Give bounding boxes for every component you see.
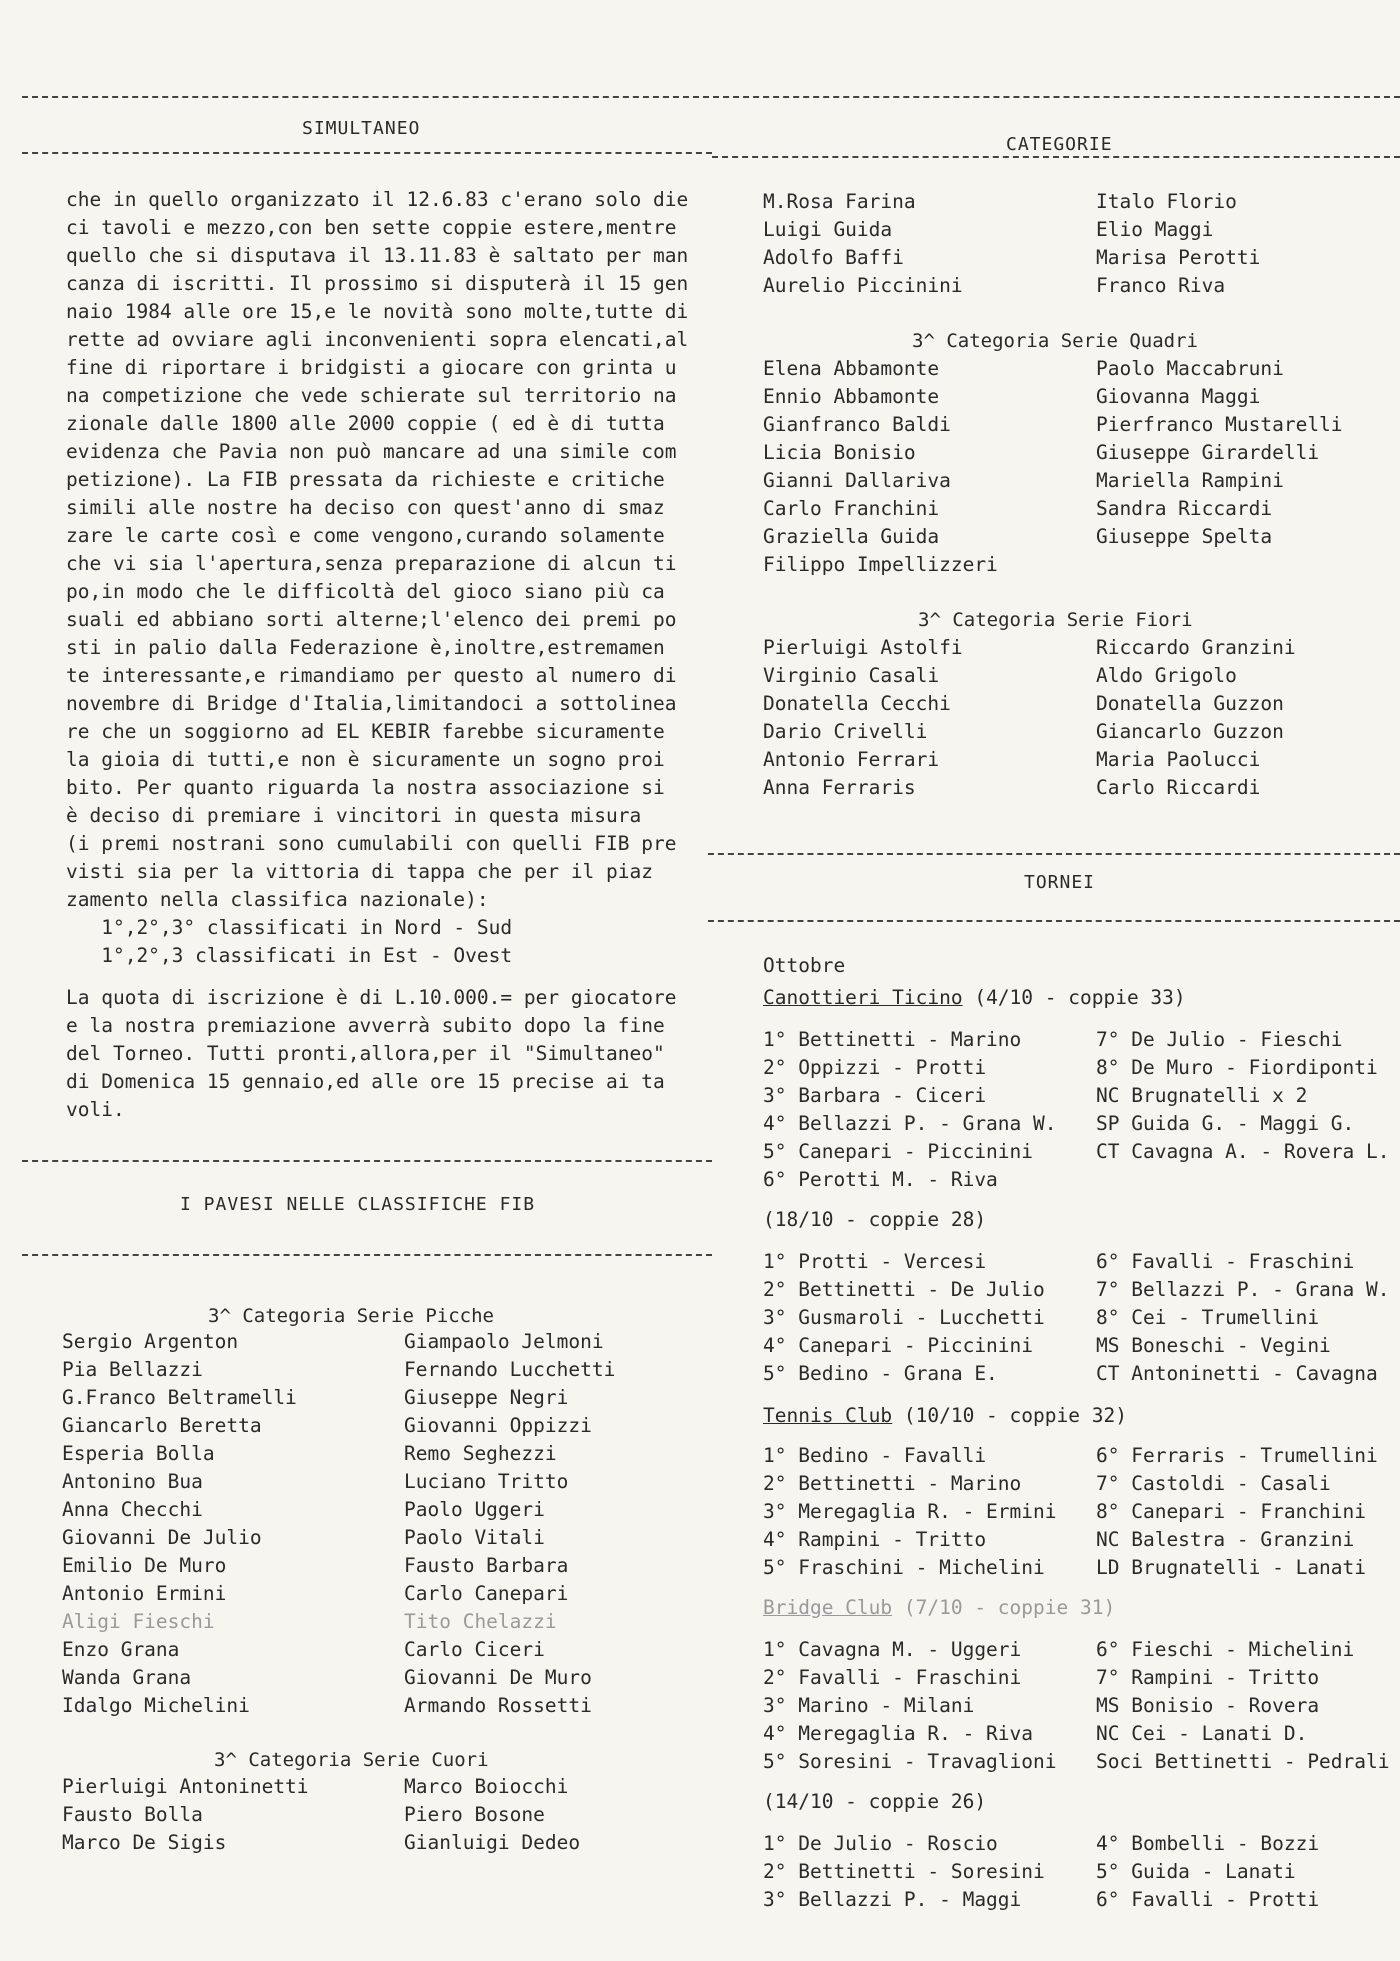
roster-left-entry: 5° Fraschini - Michelini (763, 1556, 1045, 1579)
roster-row (62, 1580, 682, 1608)
roster-left-entry: Sergio Argenton (62, 1330, 239, 1353)
roster-right-entry: Giovanni Oppizzi (404, 1414, 592, 1437)
roster-row (763, 1720, 1393, 1748)
roster-right-entry: Giuseppe Girardelli (1096, 441, 1320, 464)
text-line: la gioia di tutti,e non è sicuramente un sogno proi (66, 748, 665, 771)
roster-row (763, 718, 1383, 746)
simultaneo-paragraph (66, 186, 688, 970)
roster-right-entry: CT Antoninetti - Cavagna (1096, 1362, 1378, 1385)
roster-row (763, 1498, 1393, 1526)
fiori-roster (763, 634, 1383, 802)
roster-row (62, 1524, 682, 1552)
roster-right-entry: Giovanna Maggi (1096, 385, 1261, 408)
right-categorie-rule (712, 156, 1400, 158)
roster-row (763, 746, 1383, 774)
roster-right-entry: Tito Chelazzi (404, 1610, 557, 1633)
roster-row (763, 551, 1383, 579)
text-line: zionale dalle 1800 alle 2000 coppie ( ed è di tutta (66, 412, 665, 435)
roster-row (763, 690, 1383, 718)
roster-right-entry: Sandra Riccardi (1096, 497, 1273, 520)
roster-right-entry: 6° Favalli - Fraschini (1096, 1250, 1355, 1273)
roster-left-entry: 3° Gusmaroli - Lucchetti (763, 1306, 1045, 1329)
text-line: naio 1984 alle ore 15,e le novità sono molte,tutte di (66, 300, 689, 323)
simultaneo-heading: SIMULTANEO (302, 118, 421, 139)
roster-right-entry: 7° Rampini - Tritto (1096, 1666, 1320, 1689)
roster-row (62, 1552, 682, 1580)
roster-left-entry: 1° Bedino - Favalli (763, 1444, 987, 1467)
roster-left-entry: 4° Bellazzi P. - Grana W. (763, 1112, 1057, 1135)
text-line: zamento nella classifica nazionale): (66, 888, 489, 911)
tennis-info: (10/10 - coppie 32) (892, 1404, 1127, 1427)
roster-row (763, 1442, 1393, 1470)
roster-left-entry: Adolfo Baffi (763, 246, 904, 269)
text-line: canza di iscritti. Il prossimo si disputerà il 15 gen (66, 272, 689, 295)
text-line: po,in modo che le difficoltà del gioco siano più ca (66, 580, 665, 603)
roster-right-entry: Paolo Uggeri (404, 1498, 545, 1521)
canottieri-header (763, 986, 1186, 1009)
roster-right-entry: 4° Bombelli - Bozzi (1096, 1832, 1320, 1855)
roster-left-entry: Giovanni De Julio (62, 1526, 262, 1549)
roster-left-entry: Enzo Grana (62, 1638, 180, 1661)
roster-row (62, 1829, 682, 1857)
tennis-header (763, 1404, 1127, 1427)
roster-row (62, 1384, 682, 1412)
tennis-name: Tennis Club (763, 1404, 893, 1427)
roster-row (763, 1664, 1393, 1692)
roster-left-entry: 4° Canepari - Piccinini (763, 1334, 1034, 1357)
roster-row (763, 216, 1383, 244)
roster-right-entry: Giuseppe Spelta (1096, 525, 1273, 548)
roster-row (763, 1110, 1393, 1138)
roster-right-entry: Soci Bettinetti - Pedrali (1096, 1750, 1390, 1773)
text-line: ci tavoli e mezzo,con ben sette coppie estere,mentre (66, 216, 677, 239)
roster-row (62, 1468, 682, 1496)
roster-right-entry: SP Guida G. - Maggi G. (1096, 1112, 1355, 1135)
roster-right-entry: Carlo Canepari (404, 1582, 569, 1605)
roster-right-entry: MS Boneschi - Vegini (1096, 1334, 1331, 1357)
roster-row (62, 1636, 682, 1664)
text-line: quello che si disputava il 13.11.83 è saltato per man (66, 244, 689, 267)
roster-row (763, 1830, 1393, 1858)
roster-right-entry: Gianluigi Dedeo (404, 1831, 581, 1854)
roster-left-entry: Donatella Cecchi (763, 692, 951, 715)
roster-right-entry: 8° Canepari - Franchini (1096, 1500, 1367, 1523)
roster-left-entry: 3° Marino - Milani (763, 1694, 975, 1717)
roster-left-entry: Licia Bonisio (763, 441, 916, 464)
roster-right-entry: Fernando Lucchetti (404, 1358, 616, 1381)
roster-left-entry: Anna Ferraris (763, 776, 916, 799)
roster-row (763, 495, 1383, 523)
roster-right-entry: Franco Riva (1096, 274, 1226, 297)
roster-right-entry: Carlo Ciceri (404, 1638, 545, 1661)
roster-left-entry: 3° Bellazzi P. - Maggi (763, 1888, 1022, 1911)
roster-right-entry: Riccardo Granzini (1096, 636, 1296, 659)
roster-row (763, 774, 1383, 802)
roster-row (763, 188, 1383, 216)
simultaneo-paragraph-end (66, 984, 688, 1124)
left-pavesi-bottom-rule (22, 1254, 712, 1256)
roster-right-entry: 8° De Muro - Fiordiponti (1096, 1056, 1378, 1079)
roster-left-entry: Pia Bellazzi (62, 1358, 203, 1381)
text-line: bito. Per quanto riguarda la nostra associazione si (66, 776, 665, 799)
text-line: na competizione che vede schierate sul territorio na (66, 384, 677, 407)
roster-right-entry: Luciano Tritto (404, 1470, 569, 1493)
bridge-name: Bridge Club (763, 1596, 893, 1619)
roster-left-entry: Carlo Franchini (763, 497, 940, 520)
roster-right-entry: NC Cei - Lanati D. (1096, 1722, 1308, 1745)
roster-right-entry: Pierfranco Mustarelli (1096, 413, 1343, 436)
fiori-heading: 3^ Categoria Serie Fiori (918, 609, 1193, 631)
roster-row (763, 1138, 1393, 1166)
roster-left-entry: Virginio Casali (763, 664, 940, 687)
roster-row (763, 1858, 1393, 1886)
roster-row (763, 244, 1383, 272)
cuori-roster (62, 1773, 682, 1857)
roster-left-entry: Graziella Guida (763, 525, 940, 548)
roster-right-entry: Aldo Grigolo (1096, 664, 1237, 687)
roster-left-entry: 5° Bedino - Grana E. (763, 1362, 998, 1385)
roster-row (62, 1664, 682, 1692)
text-line: (i premi nostrani sono cumulabili con quelli FIB pre (66, 832, 677, 855)
roster-left-entry: 1° Protti - Vercesi (763, 1250, 987, 1273)
roster-right-entry: 5° Guida - Lanati (1096, 1860, 1296, 1883)
roster-row (763, 1332, 1393, 1360)
roster-row (62, 1356, 682, 1384)
roster-right-entry: Armando Rossetti (404, 1694, 592, 1717)
roster-row (763, 634, 1383, 662)
roster-row (62, 1608, 682, 1636)
roster-row (763, 662, 1383, 690)
roster-right-entry: Carlo Riccardi (1096, 776, 1261, 799)
roster-row (763, 1692, 1393, 1720)
text-line: sti in palio dalla Federazione è,inoltre,estremamen (66, 636, 665, 659)
roster-left-entry: 2° Favalli - Fraschini (763, 1666, 1022, 1689)
text-line: evidenza che Pavia non può mancare ad una simile com (66, 440, 677, 463)
text-line: e la nostra premiazione avverrà subito dopo la fine (66, 1014, 665, 1037)
bridge-info: (7/10 - coppie 31) (892, 1596, 1116, 1619)
roster-row (763, 523, 1383, 551)
roster-left-entry: Emilio De Muro (62, 1554, 227, 1577)
roster-right-entry: Marco Boiocchi (404, 1775, 569, 1798)
roster-right-entry: 6° Ferraris - Trumellini (1096, 1444, 1378, 1467)
roster-right-entry: 7° Castoldi - Casali (1096, 1472, 1331, 1495)
text-line: petizione). La FIB pressata da richieste e critiche (66, 468, 665, 491)
roster-left-entry: Esperia Bolla (62, 1442, 215, 1465)
right-tornei-bottom-rule (708, 920, 1400, 922)
cuori-heading: 3^ Categoria Serie Cuori (214, 1749, 489, 1771)
roster-left-entry: 5° Canepari - Piccinini (763, 1140, 1034, 1163)
roster-left-entry: Aurelio Piccinini (763, 274, 963, 297)
text-line: re che un soggiorno ad EL KEBIR farebbe sicuramente (66, 720, 665, 743)
canottieri-name: Canottieri Ticino (763, 986, 963, 1009)
roster-row (763, 1304, 1393, 1332)
canottieri-second-results (763, 1248, 1393, 1388)
roster-left-entry: 2° Oppizzi - Protti (763, 1056, 987, 1079)
roster-right-entry: Paolo Maccabruni (1096, 357, 1284, 380)
roster-row (763, 1636, 1393, 1664)
roster-row (763, 1526, 1393, 1554)
roster-right-entry: Giancarlo Guzzon (1096, 720, 1284, 743)
roster-left-entry: Luigi Guida (763, 218, 893, 241)
text-line: La quota di iscrizione è di L.10.000.= per giocatore (66, 986, 677, 1009)
right-tornei-top-rule (708, 853, 1400, 855)
roster-left-entry: Filippo Impellizzeri (763, 553, 998, 576)
text-line: suali ed abbiano sorti alterne;l'elenco dei premi po (66, 608, 677, 631)
text-line: che in quello organizzato il 12.6.83 c'erano solo die (66, 188, 689, 211)
roster-right-entry: Piero Bosone (404, 1803, 545, 1826)
roster-right-entry: Paolo Vitali (404, 1526, 545, 1549)
roster-row (763, 1082, 1393, 1110)
roster-left-entry: Pierluigi Astolfi (763, 636, 963, 659)
tennis-results (763, 1442, 1393, 1582)
roster-left-entry: 2° Bettinetti - Marino (763, 1472, 1022, 1495)
roster-right-entry: 8° Cei - Trumellini (1096, 1306, 1320, 1329)
left-pavesi-top-rule (22, 1160, 712, 1162)
roster-left-entry: Fausto Bolla (62, 1803, 203, 1826)
roster-left-entry: Marco De Sigis (62, 1831, 227, 1854)
roster-right-entry: Remo Seghezzi (404, 1442, 557, 1465)
roster-left-entry: 5° Soresini - Travaglioni (763, 1750, 1057, 1773)
roster-right-entry: Mariella Rampini (1096, 469, 1284, 492)
roster-row (763, 272, 1383, 300)
bridge-results (763, 1636, 1393, 1776)
roster-row (763, 1748, 1393, 1776)
quadri-heading: 3^ Categoria Serie Quadri (912, 330, 1198, 352)
canottieri-second-header: (18/10 - coppie 28) (763, 1208, 987, 1231)
roster-left-entry: Ennio Abbamonte (763, 385, 940, 408)
roster-row (62, 1801, 682, 1829)
roster-right-entry: MS Bonisio - Rovera (1096, 1694, 1320, 1717)
text-line: del Torneo. Tutti pronti,allora,per il "Simultaneo" (66, 1042, 665, 1065)
roster-left-entry: 1° Bettinetti - Marino (763, 1028, 1022, 1051)
roster-right-entry: Elio Maggi (1096, 218, 1214, 241)
categorie-roster (763, 188, 1383, 300)
roster-right-entry: Giuseppe Negri (404, 1386, 569, 1409)
roster-row (763, 1886, 1393, 1914)
left-simultaneo-rule (22, 152, 712, 154)
categorie-heading: CATEGORIE (1006, 134, 1113, 155)
text-line: 1°,2°,3° classificati in Nord - Sud (66, 916, 513, 939)
bridge-second-header: (14/10 - coppie 26) (763, 1790, 987, 1813)
roster-left-entry: 2° Bettinetti - Soresini (763, 1860, 1045, 1883)
roster-row (763, 1360, 1393, 1388)
bridge-second-results (763, 1830, 1393, 1914)
roster-row (763, 1166, 1393, 1194)
roster-right-entry: 7° De Julio - Fieschi (1096, 1028, 1343, 1051)
text-line: di Domenica 15 gennaio,ed alle ore 15 precise ai ta (66, 1070, 665, 1093)
roster-left-entry: Anna Checchi (62, 1498, 203, 1521)
roster-row (763, 1470, 1393, 1498)
roster-row (763, 1554, 1393, 1582)
roster-right-entry: Giovanni De Muro (404, 1666, 592, 1689)
roster-left-entry: Elena Abbamonte (763, 357, 940, 380)
roster-row (62, 1328, 682, 1356)
canottieri-info: (4/10 - coppie 33) (962, 986, 1186, 1009)
tornei-heading: TORNEI (1024, 872, 1096, 893)
text-line: simili alle nostre ha deciso con quest'anno di smaz (66, 496, 665, 519)
roster-row (763, 439, 1383, 467)
text-line: te interessante,e rimandiamo per questo al numero di (66, 664, 677, 687)
roster-row (62, 1692, 682, 1720)
picche-heading: 3^ Categoria Serie Picche (208, 1305, 494, 1327)
text-line: fine di riportare i bridgisti a giocare con grinta u (66, 356, 677, 379)
canottieri-results (763, 1026, 1393, 1194)
roster-left-entry: Gianni Dallariva (763, 469, 951, 492)
roster-right-entry: 7° Bellazzi P. - Grana W. (1096, 1278, 1390, 1301)
roster-right-entry: NC Brugnatelli x 2 (1096, 1084, 1308, 1107)
roster-left-entry: Dario Crivelli (763, 720, 928, 743)
text-line: zare le carte così e come vengono,curando solamente (66, 524, 665, 547)
roster-right-entry: Giampaolo Jelmoni (404, 1330, 604, 1353)
text-line: visti sia per la vittoria di tappa che per il piaz (66, 860, 653, 883)
roster-left-entry: Antonio Ferrari (763, 748, 940, 771)
roster-right-entry: Fausto Barbara (404, 1554, 569, 1577)
roster-right-entry: 6° Fieschi - Michelini (1096, 1638, 1355, 1661)
text-line: è deciso di premiare i vincitori in questa misura (66, 804, 642, 827)
roster-right-entry: Italo Florio (1096, 190, 1237, 213)
bridge-header (763, 1596, 1115, 1619)
roster-right-entry: NC Balestra - Granzini (1096, 1528, 1355, 1551)
text-line: 1°,2°,3 classificati in Est - Ovest (66, 944, 513, 967)
roster-left-entry: Antonino Bua (62, 1470, 203, 1493)
roster-left-entry: Gianfranco Baldi (763, 413, 951, 436)
roster-left-entry: Wanda Grana (62, 1666, 192, 1689)
roster-row (62, 1412, 682, 1440)
roster-right-entry: CT Cavagna A. - Rovera L. (1096, 1140, 1390, 1163)
roster-row (62, 1496, 682, 1524)
roster-right-entry: Marisa Perotti (1096, 246, 1261, 269)
text-line: rette ad ovviare agli inconvenienti sopra elencati,al (66, 328, 689, 351)
roster-left-entry: 6° Perotti M. - Riva (763, 1168, 998, 1191)
roster-left-entry: 3° Meregaglia R. - Ermini (763, 1500, 1057, 1523)
roster-left-entry: Idalgo Michelini (62, 1694, 250, 1717)
pavesi-heading: I PAVESI NELLE CLASSIFICHE FIB (180, 1194, 536, 1215)
roster-row (763, 355, 1383, 383)
roster-left-entry: 4° Rampini - Tritto (763, 1528, 987, 1551)
text-line: voli. (66, 1098, 125, 1121)
month-label: Ottobre (763, 954, 846, 977)
roster-left-entry: Pierluigi Antoninetti (62, 1775, 309, 1798)
roster-row (763, 411, 1383, 439)
roster-right-entry: 6° Favalli - Protti (1096, 1888, 1320, 1911)
roster-right-entry: Maria Paolucci (1096, 748, 1261, 771)
roster-left-entry: Aligi Fieschi (62, 1610, 215, 1633)
roster-right-entry: Donatella Guzzon (1096, 692, 1284, 715)
roster-row (763, 383, 1383, 411)
roster-row (763, 1248, 1393, 1276)
roster-row (763, 1026, 1393, 1054)
roster-left-entry: 4° Meregaglia R. - Riva (763, 1722, 1034, 1745)
roster-left-entry: 2° Bettinetti - De Julio (763, 1278, 1045, 1301)
roster-row (62, 1773, 682, 1801)
roster-left-entry: Giancarlo Beretta (62, 1414, 262, 1437)
roster-right-entry: LD Brugnatelli - Lanati (1096, 1556, 1367, 1579)
roster-left-entry: M.Rosa Farina (763, 190, 916, 213)
text-line: novembre di Bridge d'Italia,limitandoci a sottolinea (66, 692, 677, 715)
picche-roster (62, 1328, 682, 1720)
roster-left-entry: 1° Cavagna M. - Uggeri (763, 1638, 1022, 1661)
roster-left-entry: 1° De Julio - Roscio (763, 1832, 998, 1855)
roster-row (763, 1054, 1393, 1082)
quadri-roster (763, 355, 1383, 579)
roster-row (763, 467, 1383, 495)
roster-left-entry: Antonio Ermini (62, 1582, 227, 1605)
text-line: che vi sia l'apertura,senza preparazione di alcun ti (66, 552, 677, 575)
top-rule (22, 96, 1400, 98)
roster-row (763, 1276, 1393, 1304)
roster-left-entry: G.Franco Beltramelli (62, 1386, 297, 1409)
roster-left-entry: 3° Barbara - Ciceri (763, 1084, 987, 1107)
roster-row (62, 1440, 682, 1468)
